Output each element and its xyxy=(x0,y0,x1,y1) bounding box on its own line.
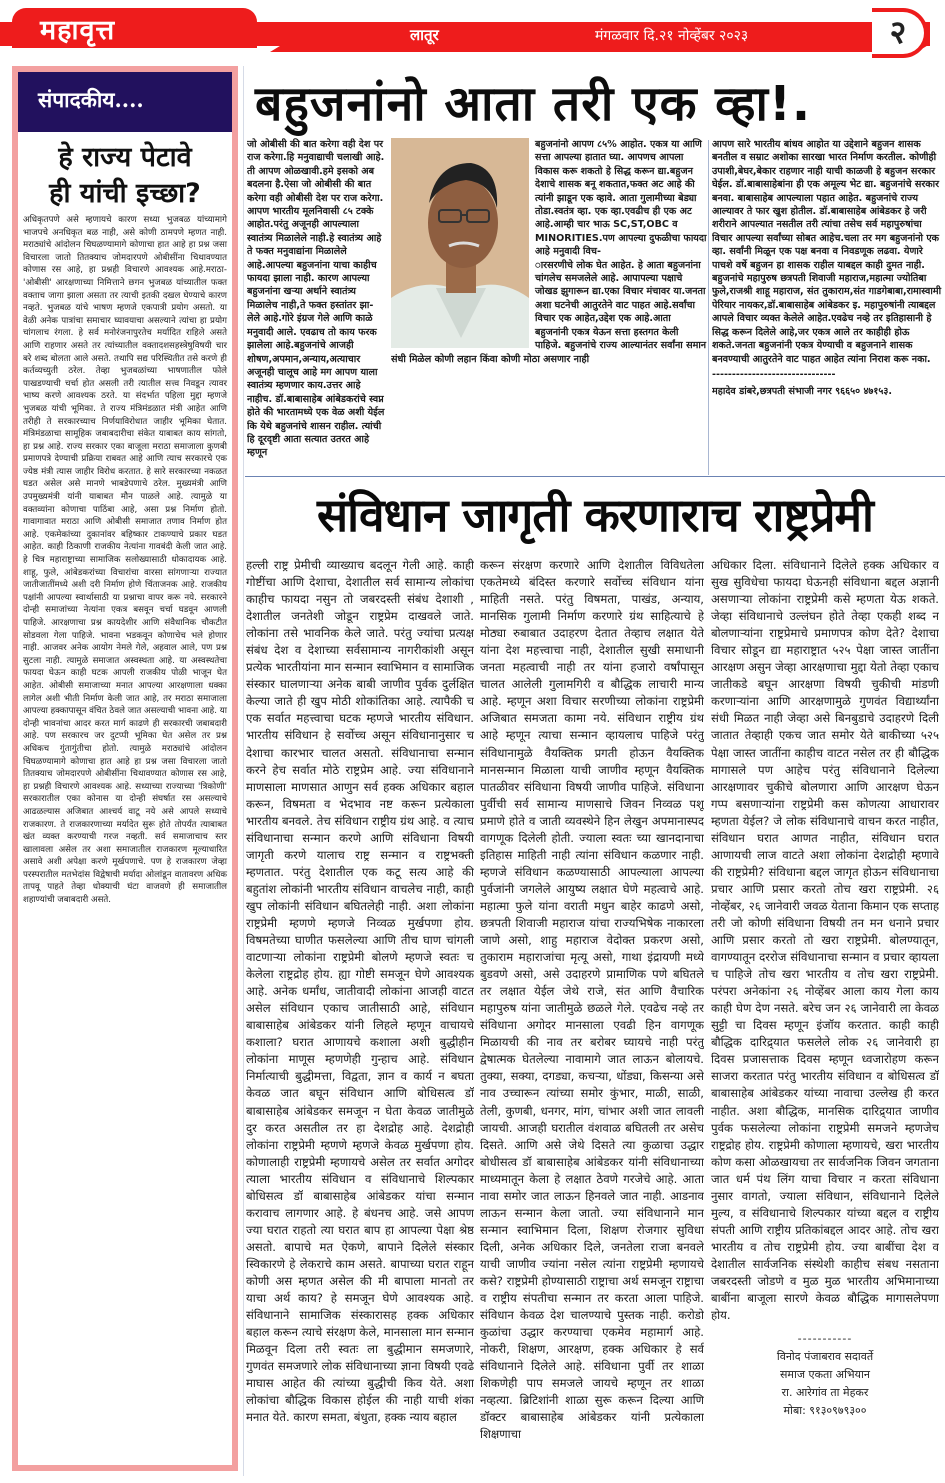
column-divider xyxy=(708,140,709,475)
story2-headline: संविधान जागृती करणाराच राष्ट्रप्रेमी xyxy=(317,488,873,542)
author-photo xyxy=(391,138,529,348)
masthead xyxy=(0,0,945,62)
story1-column-b: बहुजनांनो आपण ८५% आहोत. एकत्र या आणि सत्ता आपल्या हातात घ्या. आपणच आपला विकास करू शकतो हे सिद्ध करून द्या.बहुजन देशाचे शासक बनू शकतात,फक्त अट आहे की त्यांनी झाडून एक व्हावे. आता गुलामीच्या बेड्या तोडा.स्वतंत्र व्हा. एक व्हा.एवढीच ही एक अट आहे.आम्ही चार भाऊ SC,ST,OBC व MINORITIES.पण आपल्या दुफळीचा फायदा आहे मनुवादी विच- xyxy=(535,139,707,258)
story1-divider: ------------------------------- xyxy=(712,368,836,380)
story1-column-b-block xyxy=(391,138,707,366)
story1-headline: बहुजनांनो आता तरी एक व्हा!. xyxy=(255,76,812,132)
story1-author: महादेव डांबरे,छत्रपती संभाजी नगर ९६६५० ४७१५३. xyxy=(712,386,893,398)
story2-column-3: अधिकार दिला. संविधानाने दिलेले हक्क अधिकार व सुख सुविधेचा फायदा घेऊनही संविधाना बद्दल अज्ञानी असणाऱ्या लोकांना राष्ट्रप्रेमी कसे म्हणता येऊ शकते. जेव्हा संविधानाचे उल्लंघन होते तेव्हा एकही शब्द न बोलणाऱ्यांना राष्ट्रप्रेमाचे प्रमाणपत्र कोण देते? देशाचा विचार सोडून द्या महाराष्ट्रात ५२५ पेक्षा जास्त जातींना आरक्षण असुन जेव्हा आरक्षणाचा मुद्दा येतो तेव्हा एकाच जातीकडे बघून आरक्षणा विषयी चुकीची मांडणी करणाऱ्यांना आणि आरक्षणामुळे गुणवंत विद्यार्थ्यांना संधी मिळत नाही जेव्हा असे बिनबुडाचे उदाहरणे दिली जातात तेव्हाही एकच जात समोर येते बाकीच्या ५२५ पेक्षा जास्त जातींना काहीच वाटत नसेल तर ही बौद्धिक मागासले पण आहेच परंतु संविधानाने दिलेल्या आरक्षणावर चुकीचे बोलणारा आणि आरक्षण घेऊन गप्प बसणाऱ्यांना राष्ट्रप्रेमी कस कोणत्या आधारावर म्हणता येईल? जे लोक संविधानाचे वाचन करत नाहीत, संविधान घरात आणत नाहीत, संविधान घरात आणायची लाज वाटते अशा लोकांना देशद्रोही म्हणावे की राष्ट्रप्रेमी? संविधाना बद्दल जागृत होऊन संविधानाचा प्रचार आणि प्रसार करतो तोच खरा राष्ट्रप्रेमी. २६ नोव्हेंबर, २६ जानेवारी जवळ येताना किमान एक सप्ताह तरी जो कोणी संविधाना विषयी तन मन धनाने प्रचार आणि प्रसार करतो तो खरा राष्ट्रप्रेमी. बोलण्यातून, वागण्यातून दररोज संविधानाचा सन्मान व प्रचार व्हायला च पाहिजे तोच खरा भारतीय व तोच खरा राष्ट्रप्रेमी. परंपरा अनेकांना २६ नोव्हेंबर आला काय गेला काय काही घेण देण नसते. बरेच जन २६ जानेवारी ला केवळ सुट्टी चा दिवस म्हणून इंजॉय करतात. काही काही बौद्धिक दारिद्र्यात फसलेले लोक २६ जानेवारी हा दिवस प्रजासत्ताक दिवस म्हणून ध्वजारोहण करून साजरा करतात परंतु भारतीय संविधान व बोधिसत्व डॉ बाबासाहेब आंबेडकर यांच्या नावाचा उल्लेख ही करत नाहीत. अशा बौद्धिक, मानसिक दारिद्र्यात जाणीव पुर्वक फसलेल्या लोकांना राष्ट्रप्रेमी समजने म्हणजेच राष्ट्रद्रोह होय. राष्ट्रप्रेमी कोणाला म्हणायचे, खरा भारतीय कोण कसा ओळखायचा तर सार्वजनिक जिवन जगताना जात धर्म पंथ लिंग याचा विचार न करता संविधाना नुसार वागतो, ज्याला संविधान, संविधानाने दिलेले मुल्य, व संविधानाचे शिल्पकार यांच्या बद्दल व राष्ट्रीय संपती आणि राष्ट्रीय प्रतिकांबद्दल आदर आहे. तोच खरा भारतीय व तोच राष्ट्रप्रेमी होय. ज्या बाबींचा देश व देशातील सार्वजनिक संस्थेशी काहीच संबध नसताना जबरदस्ती जोडणे व मुळ मुळ भारतीय अभिमानाच्या बाबींना बाजूला सारणे केवळ बौद्धिक मागासलेपणा होय. xyxy=(711,558,939,1323)
page-number: २ xyxy=(872,8,928,58)
story1-column-c-text: आपण सारे भारतीय बांधव आहोत या उद्देशाने बहुजन शासक बनतील व सम्राट अशोका सारखा भारत निर्माण करतील. कोणीही उपाशी,बेघर,बेकार राहणार नाही याची काळजी हे बहुजन सरकार घेईल. डॉ.बाबासाहेबांना ही एक अमूल्य भेट द्या. बहुजनांचे सरकार बनवा. बाबासाहेब आपल्याला पहात आहेत. बहुजनांचे राज्य आल्यावर ते फार खुश होतील. डॉ.बाबासाहेब आंबेडकर हे जरी शरीराने आपल्यात नसतील तरी त्यांचा तसेच सर्व महापुरुषांचा विचार आपल्या सर्वांच्या सोबत आहेच.चला तर मग बहुजनांनो एक व्हा. सर्वांनी मिळून एक पक्ष बनवा व निवडणूक लढवा. येणारे पाचशे वर्षे बहुजन हा शासक राहील याबद्दल काही दुमत नाही. बहुजनांचे महापुरुष छत्रपती शिवाजी महाराज,महात्मा ज्योतिबा फुले,राजश्री शाहू महाराज, संत तुकाराम,संत गाडगेबाबा,रामास्वामी पेरियार नायकर,डॉ.बाबासाहेब आंबेडकर इ. महापुरुषांनी त्याबद्दल आपले विचार व्यक्त केलेले आहेत.एवढेच नव्हे तर इतिहासानी हे सिद्ध करून दिलेले आहे,जर एकत्र आले तर काहीही होऊ शकते.जनता बहुजनांनी एकत्र येण्याची व बहुजनाने शासक बनवण्याची आतुरतेने वाट पाहत आहेत त्यांना निराश करू नका. xyxy=(712,139,942,365)
edition-city: लातूर xyxy=(410,26,439,44)
issue-date: मंगळवार दि.२१ नोव्हेंबर २०२३ xyxy=(595,28,749,44)
masthead-red-band-lower xyxy=(270,44,930,52)
story1-column-a-continued: लेले आहे.गोरे इंग्रज गेले आणि काळे मनुवादी आले. एवढाच तो काय फरक झालेला आहे.बहुजनांचे आजही शोषण,अपमान,अन्याय,अत्याचार अजूनही चालूच आहे मग आपण याला स्वातंत्र्य म्हणणार काय.उत्तर आहे नाहीच. डॉ.बाबासाहेब आंबेडकरांचे स्वप्न होते की भारतामध्ये एक वेळ अशी येईल कि येथे बहुजनांचे शासन राहील. त्यांची हि दूरदृष्टी आता सत्यात उतरत आहे म्हणून xyxy=(247,313,385,459)
story2-column-1: हल्ली राष्ट्र प्रेमीची व्याख्याच बदलून गेली आहे. काही गोष्टींचा आणि देशाचा, देशातील सर्व सामान्य लोकांचा काहीच फायदा नसुन तो जबरदस्ती संबंध देशाशी , देशातील जनतेशी जोडून राष्ट्रप्रेम दाखवले जाते. लोकांना तसे भावनिक केले जाते. परंतु ज्यांचा प्रत्यक्ष संबंध देश व देशाच्या सर्वसामान्य नागरीकांशी असून प्रत्येक भारतीयांना मान सन्मान स्वाभिमान व सामाजिक संस्कार घालणाऱ्या अनेक बाबी जाणीव पुर्वक दुर्लक्षित केल्या जाते ही खुप मोठी शोकांतिका आहे. त्यापैकी च एक सर्वात महत्त्वाचा घटक म्हणजे भारतीय संविधान. भारतीय संविधान हे सर्वोच्च असून संविधानानुसार च देशाचा कारभार चालत असतो. संविधानाचा सन्मान करने हेच सर्वात मोठे राष्ट्रप्रेम आहे. ज्या संविधानाने माणसाला माणसात आणुन सर्व हक्क अधिकार बहाल करून, विषमता व भेदभाव नष्ट करून प्रत्येकाला भारतीय बनवले. तेच संविधान राष्ट्रीय ग्रंथ आहे. व त्याच संविधानाचा सन्मान करणे आणि संविधाना विषयी जागृती करणे यालाच राष्ट्र सन्मान व राष्ट्रभक्ती म्हणतात. परंतु देशातील एक कटू सत्य आहे की बहुतांश लोकांनी भारतीय संविधान वाचलेच नाही, काही खुप लोकांनी संविधान बघितलेही नाही. अशा लोकांना राष्ट्रप्रेमी म्हणणे म्हणजे निव्वळ मुर्खपणा होय. विषमतेच्या घाणीत फसलेल्या आणि तीच घाण चांगली वाटणाऱ्या लोकांना राष्ट्रप्रेमी बोलणे म्हणजे स्वतः च केलेला राष्ट्रद्रोह होय. ह्या गोष्टी समजून घेणे आवश्यक आहे. अनेक धर्मांध, जातीवादी लोकांना आजही वाटत असेल संविधान एकाच जातीसाठी आहे, संविधान बाबासाहेब आंबेडकर यांनी लिहले म्हणून वाचायचे कशाला? घरात आणायचे कशाला अशी बुद्धीहीन लोकांना माणूस म्हणणेही गुन्हाच आहे. संविधान निर्मात्याची बुद्धीमत्ता, विद्वता, ज्ञान व कार्य न बघता केवळ जात बघून संविधान आणि बोधिसत्व डॉ बाबासाहेब आंबेडकर समजून न घेता केवळ जातीमुळे दुर करत असतील तर हा देशद्रोह आहे. देशद्रोही लोकांना राष्ट्रप्रेमी म्हणणे म्हणजे केवळ मुर्खपणा होय. कोणालाही राष्ट्रप्रेमी म्हणायचे असेल तर सर्वात अगोदर त्याला भारतीय संविधान व संविधानाचे शिल्पकार बोधिसत्व डॉ बाबासाहेब आंबेडकर यांचा सन्मान करावाच लागणार आहे. हे बंधनच आहे. जसे आपण ज्या घरात राहतो त्या घरात बाप हा आपल्या पेक्षा श्रेष्ठ असतो. बापाचे मत ऐकणे, बापाने दिलेले संस्कार स्विकारणे हे लेकराचे काम असते. बापाच्या घरात राहून कोणी अस म्हणत असेल की मी बापाला मानतो तर याचा अर्थ काय? हे समजून घेणे आवश्यक आहे. संविधानाने सामाजिक संस्कारासह हक्क अधिकार बहाल करून त्याचे संरक्षण केले, मानसाला मान सन्मान मिळवून दिला तरी स्वतः ला बुद्धीमान समजणारे, गुणवंत समजणारे लोक संविधानाच्या ज्ञाना विषयी एवढे माघास आहेत की त्यांच्या बुद्धीची किव येते. अशा लोकांचा बौद्धिक विकास होईल की नाही याची शंका मनात येते. कारण समता, बंधुता, हक्क न्याय बहाल xyxy=(246,558,474,1425)
editorial-box xyxy=(12,66,238,1471)
story1-columns-ab xyxy=(247,138,707,472)
story2-column-2: करून संरक्षण करणारे आणि देशातील विविधतेला एकतेमध्ये बंदिस्त करणारे सर्वोच्च संविधान यांना माहिती नसते. परंतु विषमता, पाखंड, अन्याय, मानसिक गुलामी निर्माण करणारे ग्रंथ साहित्याचे हे मोठ्या रुबाबात उदाहरण देतात तेव्हाच लक्षात येते यांना देश महत्त्वाचा नाही, देशातील सुखी समाधानी जनता महत्वाची नाही तर यांना हजारो वर्षांपासून चालत आलेली गुलामगिरी व बौद्धिक लाचारी मान्य आहे. म्हणून अशा विचार सरणीच्या लोकांना राष्ट्रप्रेमी अजिबात समजता कामा नये. संविधान राष्ट्रीय ग्रंथ आहे म्हणून त्याचा सन्मान व्हायलाच पाहिजे परंतु संविधानामुळे वैयक्तिक प्रगती होऊन वैयक्तिक मानसन्मान मिळाला याची जाणीव म्हणून वैयक्तिक पातळीवर संविधाना विषयी जाणीव पाहिजे. संविधाना पुर्वीची सर्व सामान्य माणसाचे जिवन निव्वळ पशू प्रमाणे होते व जाती व्यवस्थेने हिन लेखुन अपमानास्पद वागणूक दिलेली होती. ज्याला स्वतः च्या खानदानाचा इतिहास माहिती नाही त्यांना संविधान कळणार नाही. म्हणजे संविधान कळण्यासाठी आपल्याला आपल्या पुर्वजांनी जगलेले आयुष्य लक्षात घेणे महत्वाचे आहे. महात्मा फुले यांना वराती मधुन बाहेर काढणे असो, छत्रपती शिवाजी महाराज यांचा राज्यभिषेक नाकारला जाणे असो, शाहु महाराज वेदोक्त प्रकरण असो, तुकाराम महाराजांचा मृत्यू असो, गाथा इंद्रायणी मध्ये बुडवणे असो, असे उदाहरणे प्रामाणिक पणे बघितले तर लक्षात येईल जेथे राजे, संत आणि वैचारिक महापुरुष यांना जातीमुळे छळले गेले. एवढेच नव्हे तर संविधाना अगोदर मानसाला एवढी हिन वागणूक मिळायची की नाव तर बरोबर घ्यायचे नाही परंतु द्वेषात्मक घेतलेल्या नावामागे जात लाऊन बोलायचे. तुक्या, सक्या, दगड्या, कचऱ्या, धोंड्या, किसन्या असे नाव उच्चारून त्यांच्या समोर कुंभार, माळी, साळी, तेली, कुणबी, धनगर, मांग, चांभार अशी जात लावली जायची. आजही घरातील वंशवाळ बघितली तर असेच दिसते. आणि असे जेथे दिसते त्या कुळाचा उद्धार बोधीसत्व डॉ बाबासाहेब आंबेडकर यांनी संविधानाच्या माध्यमातून केला हे लक्षात ठेवणे गरजेचे आहे. आता नावा समोर जात लाऊन हिनवले जात नाही. आडनाव लाऊन सन्मान केला जातो. ज्या संविधानाने मान सन्मान स्वाभिमान दिला, शिक्षण रोजगार सुविधा दिली, अनेक अधिकार दिले, जनतेला राजा बनवले याची जाणीव ज्यांना नसेल त्यांना राष्ट्रप्रेमी म्हणायचे कसे? राष्ट्रप्रेमी होण्यासाठी राष्ट्राचा अर्थ समजून राष्ट्राचा व राष्ट्रीय संपतीचा सन्मान तर करता आला पाहिजे. संविधान केवळ देश चालण्याचे पुस्तक नाही. करोडो कुळांचा उद्धार करण्याचा एकमेव महामार्ग आहे. नोकरी, शिक्षण, आरक्षण, हक्क अधिकार हे सर्व संविधानाने दिलेले आहे. संविधाना पुर्वी तर शाळा शिकणेही पाप समजले जायचे म्हणून तर शाळा नव्हत्या. ब्रिटिशांनी शाळा सुरू करून दिल्या आणि डॉक्टर बाबासाहेब आंबेडकर यांनी प्रत्येकाला शिक्षणाचा xyxy=(480,558,704,1442)
author-organization: समाज एकता अभियान xyxy=(780,1368,870,1382)
author-name: विनोद पंजाबराव सदावर्ते xyxy=(776,1350,874,1364)
newspaper-logo: महावृत्त xyxy=(40,15,116,46)
section-divider xyxy=(245,476,945,477)
author-portrait-image xyxy=(391,138,529,348)
story1-column-c xyxy=(712,138,942,472)
sidebar-divider xyxy=(243,66,244,1476)
author-phone: मोबा: ९१३०९७९३०० xyxy=(783,1404,867,1418)
story1-column-b-continued: ारसरणीचे लोक घेत आहेत. हे आता बहुजनांना चांगलेच समजलेले आहे. आपापल्या पक्षाचे जोखड झुगारून द्या.एका विचार मंचावर या.जनता अशा घटनेची आतुरतेने वाट पाहत आहे.सर्वांचा विचार एक आहेत,उद्देश एक आहे.आता बहुजनांनी एकत्र येऊन सत्ता हस्तगत केली पाहिजे. बहुजनांचे राज्य आल्यानंतर सर्वांना समान संधी मिळेल कोणी लहान किंवा कोणी मोठा असणार नाही xyxy=(391,259,707,365)
story2-signature xyxy=(711,1330,939,1420)
editorial-label: संपादकीय.... xyxy=(18,72,232,132)
editorial-body: अधिकृतपणे असे म्हणायचे कारण सध्या भुजबळ यांच्यामागे भाजपचे अनधिकृत बळ नाही, असे कोणी ठामपणे म्हणत नाही. मराठ्यांचे आंदोलन चिघळण्यामागे कोणाचा हात आहे हा प्रश्न जसा विचारला जातो तितक्याच जोमदारपणे ओबीसींना चिथावण्यात कोणास रस आहे, हा प्रश्नही विचारणे आवश्यक आहे.मराठा-'ओबीसी' आरक्षणाच्या निमित्ताने छगन भुजबळ यांच्यातील फक्त वक्ताच जागा झाला असता तर त्याची इतकी दखल घेण्याचे कारण नव्हते. भुजबळ यांचे भाषण म्हणजे एकपात्री प्रयोग असतो. या वेळी अनेक पात्रांचा समाचार घ्यावयाचा असल्याने त्यांचा हा प्रयोग चांगलाच रंगला. हे सर्व मनोरंजनापुरतेच मर्यादित राहिले असते आणि राहणार असते तर त्यांच्यातील वक्तादशसहस्त्रेषुविषयी चार बरे शब्द बोलता आले असते. तथापि सद्य परिस्थितीत तसे करणे ही कर्तव्यच्युती ठरेल. तेव्हा भुजबळांच्या भाषणातील फोले पाखडण्याची चर्चा होत असली तरी त्यातील सत्त्व निवडून त्यावर भाष्य करणे आवश्यक ठरते. या संदर्भात पहिला मुद्दा म्हणजे भुजबळ यांची भूमिका. ते राज्य मंत्रिमंडळात मंत्री आहेत आणि तरीही ते सरकारच्याच निर्णयाविरोधात जाहीर भूमिका घेतात. मंत्रिमंडळाचा सामूहिक जबाबदारीचा संकेत याबाबत काय सांगतो, हा प्रश्न आहे. राज्य सरकार एका बाजूला मराठा समाजाला कुणबी प्रमाणपत्रे देण्याची प्रक्रिया राबवत आहे आणि त्याच सरकारचे एक ज्येष्ठ मंत्री त्यास जाहीर विरोध करतात. हे सारे सरकारच्या नकळत घडत असेल असे मानणे भाबडेपणाचे ठरेल. मुख्यमंत्री आणि उपमुख्यमंत्री यांनी याबाबत मौन पाळले आहे. त्यामुळे या वक्तव्यांना कोणाचा पाठिंबा आहे, असा प्रश्न निर्माण होतो. गावागावात मराठा आणि ओबीसी समाजात तणाव निर्माण होत आहे. एकमेकांच्या दुकानांवर बहिष्कार टाकण्याचे प्रकार घडत आहेत. काही ठिकाणी राजकीय नेत्यांना गावबंदी केली जात आहे. हे चित्र महाराष्ट्राच्या सामाजिक सलोख्यासाठी धोकादायक आहे. शाहू, फुले, आंबेडकरांच्या विचारांचा वारसा सांगणाऱ्या राज्यात जातीजातींमध्ये अशी दरी निर्माण होणे चिंताजनक आहे. राजकीय पक्षांनी आपल्या स्वार्थासाठी या प्रश्नाचा वापर करू नये. सरकारने दोन्ही समाजांच्या नेत्यांना एकत्र बसवून चर्चा घडवून आणली पाहिजे. आरक्षणाचा प्रश्न कायदेशीर आणि संवैधानिक चौकटीत सोडवला गेला पाहिजे. भावना भडकवून कोणाचेच भले होणार नाही. आजवर अनेक आयोग नेमले गेले, अहवाल आले, पण प्रश्न सुटला नाही. त्यामुळे समाजात अस्वस्थता आहे. या अस्वस्थतेचा फायदा घेऊन काही घटक आपली राजकीय पोळी भाजून घेत आहेत. ओबीसी समाजाच्या मनात आपल्या आरक्षणाला धक्का लागेल अशी भीती निर्माण केली जात आहे, तर मराठा समाजाला आपल्या हक्कापासून वंचित ठेवले जात असल्याची भावना आहे. या दोन्ही भावनांचा आदर करत मार्ग काढणे ही सरकारची जबाबदारी आहे. पण सरकारच जर दुटप्पी भूमिका घेत असेल तर प्रश्न अधिकच गुंतागुंतीचा होतो. त्यामुळे मराठ्यांचे आंदोलन चिघळण्यामागे कोणाचा हात आहे हा प्रश्न जसा विचारला जातो तितक्याच जोमदारपणे ओबीसींना चिथावण्यात कोणास रस आहे, हा प्रश्नही विचारणे आवश्यक आहे. सध्याच्या राज्याच्या 'त्रिकोणी' सरकारातील एका कोनास या दोन्ही संघर्षात रस असल्याचे आढळल्यास अजिबात आश्चर्य वाटू नये असे आपले सध्याचे राजकारण. ते राजकारणाच्या मर्यादेत सुरू होते तोपर्यंत त्याबाबत खंत व्यक्त करण्याची गरज नव्हती. सर्व समाजाचाच स्तर खालावला असेल तर अशा समाजातील राजकारण मूल्याधारित असावे अशी अपेक्षा करणे मूर्खपणाचे. पण हे राजकारण जेव्हा परस्परातील मतभेदांस विद्वेषाची मर्यादा ओलांडून वातावरण अधिक तापवू पाहते तेव्हा धोक्याची घंटा वाजवणे ही समाजातील शहाण्यांची जबाबदारी असते. xyxy=(23,215,227,906)
author-address: रा. आरेगांव ता मेहकर xyxy=(781,1386,869,1400)
editorial-headline xyxy=(18,140,232,212)
story1-column-a-block xyxy=(247,138,385,460)
story2-column-3-block xyxy=(711,557,939,1472)
signature-divider: ----------- xyxy=(797,1332,853,1346)
editorial-headline-line2: ही यांची इच्छा? xyxy=(49,178,201,209)
editorial-headline-line1: हे राज्य पेटावे xyxy=(58,142,192,173)
story1-column-a: जो ओबीसी की बात करेगा वही देश पर राज करेगा.हि मनुवाद्याची चलाखी आहे. ती आपण ओळखावी.हमे इसको अब बदलना है.ऐसा जो ओबीसी की बात करेगा वही ओबीसी देश पर राज करेगा. आपण भारतीय मूलनिवासी ८५ टक्के आहोत.परंतु अजूनही आपल्याला स्वातंत्र्य मिळालेले नाही.हे स्वातंत्र्य आहे ते फक्त मनुवाद्यांना मिळालेले आहे.आपल्या बहुजनांना याचा काहीच फायदा झाला नाही. कारण आपल्या बहुजनांना खऱ्या अर्थाने स्वातंत्र्य मिळालेच नाही,ते फक्त हस्तांतर झा- xyxy=(247,139,385,311)
